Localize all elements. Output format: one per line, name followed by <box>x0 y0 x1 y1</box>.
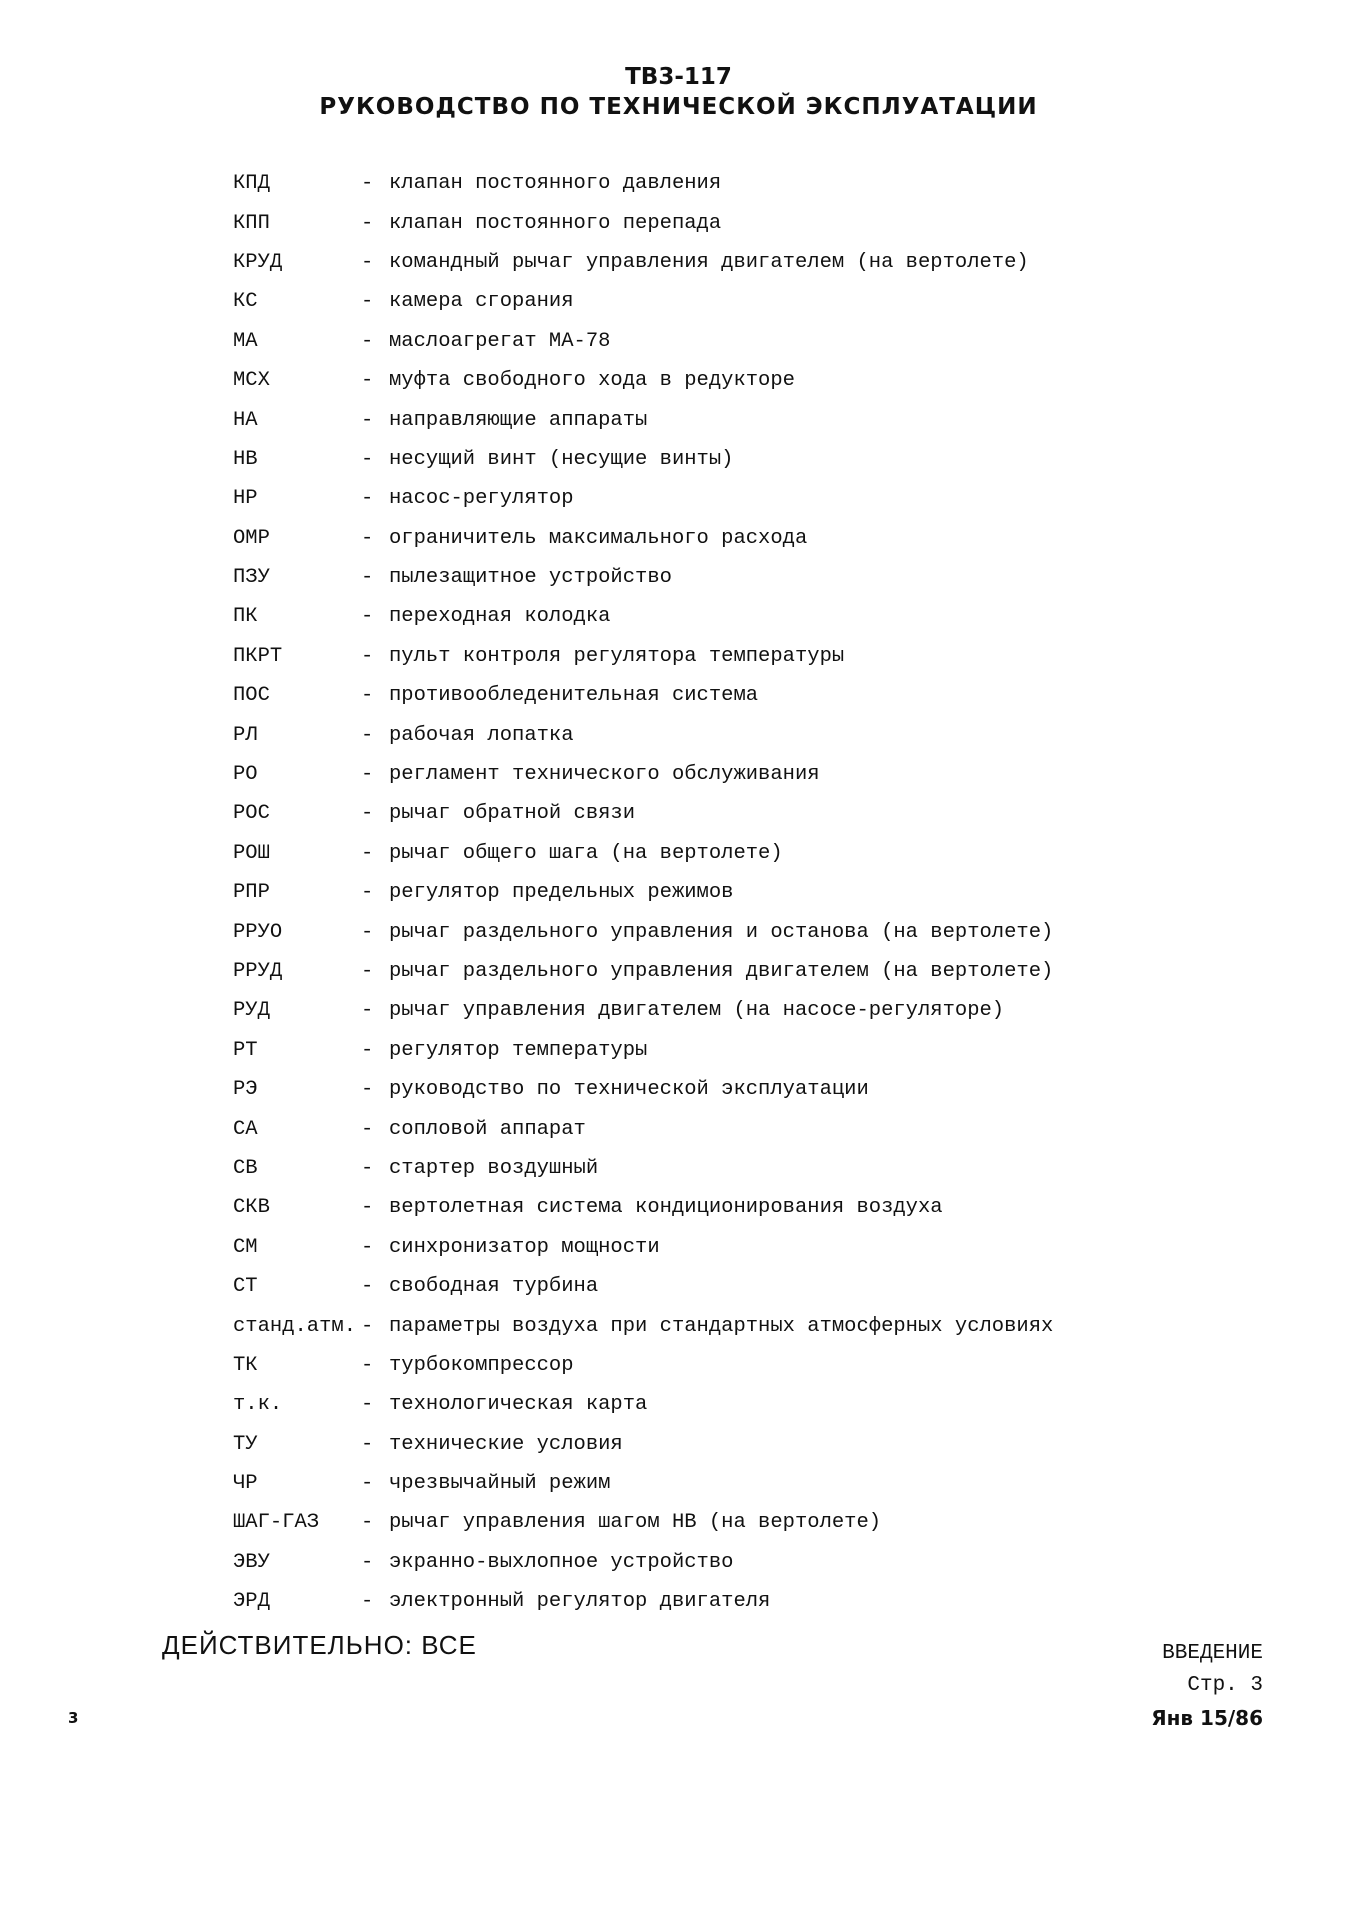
section-name: ВВЕДЕНИЕ <box>1162 1642 1263 1665</box>
dash-separator: - <box>361 172 374 196</box>
dash-separator: - <box>361 1511 374 1535</box>
dash-separator: - <box>361 763 374 787</box>
document-header <box>0 62 1357 122</box>
dash-separator: - <box>361 1472 374 1496</box>
dash-separator: - <box>361 290 374 314</box>
abbreviation-row <box>233 715 1113 754</box>
page-footer <box>1151 1638 1263 1734</box>
abbreviation-definition: маслоагрегат МА-78 <box>389 329 611 353</box>
abbreviation-definition: рычаг раздельного управления двигателем (на вертолете) <box>389 960 1054 983</box>
abbreviation-term: РТ <box>233 1038 258 1062</box>
abbreviation-definition: пульт контроля регулятора температуры <box>389 644 845 668</box>
engine-model: ТВ3-117 <box>625 64 732 90</box>
abbreviation-term: КПП <box>233 211 270 235</box>
abbreviation-term: СМ <box>233 1235 258 1259</box>
abbreviation-term: МА <box>233 329 258 353</box>
abbreviation-term: РОС <box>233 802 270 826</box>
dash-separator: - <box>361 1117 374 1141</box>
abbreviation-definition: экранно-выхлопное устройство <box>389 1550 734 1574</box>
abbreviation-row <box>233 1306 1113 1345</box>
dash-separator: - <box>361 1432 374 1456</box>
abbreviation-definition: вертолетная система кондиционирования воздуха <box>389 1196 943 1220</box>
dash-separator: - <box>361 999 374 1023</box>
dash-separator: - <box>361 1314 374 1338</box>
corner-page-number: 3 <box>68 1709 79 1727</box>
abbreviation-list <box>233 164 1113 1621</box>
abbreviation-term: КПД <box>233 172 270 196</box>
abbreviation-definition: параметры воздуха при стандартных атмосферных условиях <box>389 1314 1054 1338</box>
abbreviation-row <box>233 755 1113 794</box>
abbreviation-row <box>233 243 1113 282</box>
abbreviation-row <box>233 991 1113 1030</box>
abbreviation-row <box>233 794 1113 833</box>
abbreviation-definition: муфта свободного хода в редукторе <box>389 369 795 393</box>
abbreviation-row <box>233 1503 1113 1542</box>
abbreviation-definition: пылезащитное устройство <box>389 566 672 590</box>
abbreviation-term: СА <box>233 1117 258 1141</box>
abbreviation-definition: рычаг раздельного управления и останова (на вертолете) <box>389 920 1054 944</box>
dash-separator: - <box>361 1196 374 1220</box>
abbreviation-definition: рычаг общего шага (на вертолете) <box>389 841 783 865</box>
abbreviation-row <box>233 558 1113 597</box>
abbreviation-row <box>233 1267 1113 1306</box>
dash-separator: - <box>361 605 374 629</box>
abbreviation-term: КРУД <box>233 250 283 274</box>
abbreviation-row <box>233 400 1113 439</box>
dash-separator: - <box>361 1550 374 1574</box>
abbreviation-row <box>233 203 1113 242</box>
abbreviation-term: КС <box>233 290 258 314</box>
abbreviation-row <box>233 637 1113 676</box>
abbreviation-row <box>233 1543 1113 1582</box>
abbreviation-term: ЭРД <box>233 1590 270 1614</box>
abbreviation-definition: чрезвычайный режим <box>389 1472 611 1496</box>
dash-separator: - <box>361 1353 374 1377</box>
abbreviation-term: РОШ <box>233 841 270 865</box>
abbreviation-term: РЭ <box>233 1078 258 1102</box>
abbreviation-row <box>233 1346 1113 1385</box>
abbreviation-term: ПК <box>233 605 258 629</box>
abbreviation-row <box>233 1031 1113 1070</box>
abbreviation-row <box>233 873 1113 912</box>
abbreviation-definition: регулятор предельных режимов <box>389 881 734 905</box>
abbreviation-definition: камера сгорания <box>389 290 574 314</box>
abbreviation-definition: рычаг управления двигателем (на насосе-регуляторе) <box>389 999 1005 1023</box>
abbreviation-definition: рабочая лопатка <box>389 723 574 747</box>
dash-separator: - <box>361 526 374 550</box>
dash-separator: - <box>361 250 374 274</box>
abbreviation-row <box>233 1582 1113 1621</box>
revision-date: Янв 15/86 <box>1151 1706 1263 1730</box>
dash-separator: - <box>361 802 374 826</box>
abbreviation-definition: турбокомпрессор <box>389 1353 574 1377</box>
abbreviation-definition: переходная колодка <box>389 605 611 629</box>
abbreviation-row <box>233 282 1113 321</box>
abbreviation-definition: синхронизатор мощности <box>389 1235 660 1259</box>
abbreviation-term: РРУО <box>233 920 283 944</box>
abbreviation-definition: командный рычаг управления двигателем (на вертолете) <box>389 250 1029 274</box>
abbreviation-row <box>233 1228 1113 1267</box>
abbreviation-definition: руководство по технической эксплуатации <box>389 1078 869 1102</box>
dash-separator: - <box>361 1235 374 1259</box>
dash-separator: - <box>361 1590 374 1614</box>
dash-separator: - <box>361 1156 374 1180</box>
abbreviation-row <box>233 1464 1113 1503</box>
manual-title: РУКОВОДСТВО ПО ТЕХНИЧЕСКОЙ ЭКСПЛУАТАЦИИ <box>319 94 1038 120</box>
abbreviation-term: РО <box>233 763 258 787</box>
abbreviation-row <box>233 1385 1113 1424</box>
dash-separator: - <box>361 1393 374 1417</box>
abbreviation-term: ПКРТ <box>233 644 283 668</box>
abbreviation-definition: рычаг обратной связи <box>389 802 636 826</box>
abbreviation-definition: ограничитель максимального расхода <box>389 526 808 550</box>
abbreviation-row <box>233 952 1113 991</box>
abbreviation-row <box>233 1070 1113 1109</box>
abbreviation-definition: технологическая карта <box>389 1393 648 1417</box>
dash-separator: - <box>361 644 374 668</box>
abbreviation-row <box>233 1149 1113 1188</box>
abbreviation-row <box>233 361 1113 400</box>
abbreviation-definition: стартер воздушный <box>389 1156 599 1180</box>
abbreviation-term: СКВ <box>233 1196 270 1220</box>
abbreviation-row <box>233 597 1113 636</box>
abbreviation-definition: насос-регулятор <box>389 487 574 511</box>
abbreviation-term: ТК <box>233 1353 258 1377</box>
abbreviation-term: СВ <box>233 1156 258 1180</box>
abbreviation-row <box>233 834 1113 873</box>
abbreviation-definition: несущий винт (несущие винты) <box>389 447 734 471</box>
abbreviation-row <box>233 1425 1113 1464</box>
abbreviation-row <box>233 440 1113 479</box>
abbreviation-row <box>233 1109 1113 1148</box>
dash-separator: - <box>361 723 374 747</box>
abbreviation-term: РУД <box>233 999 270 1023</box>
abbreviation-definition: клапан постоянного давления <box>389 172 722 196</box>
abbreviation-definition: клапан постоянного перепада <box>389 211 722 235</box>
dash-separator: - <box>361 408 374 432</box>
page-number: Стр. 3 <box>1187 1674 1263 1697</box>
dash-separator: - <box>361 369 374 393</box>
abbreviation-definition: свободная турбина <box>389 1275 599 1299</box>
abbreviation-definition: рычаг управления шагом НВ (на вертолете) <box>389 1511 882 1535</box>
abbreviation-row <box>233 912 1113 951</box>
abbreviation-term: ПЗУ <box>233 566 270 590</box>
abbreviation-row <box>233 322 1113 361</box>
dash-separator: - <box>361 881 374 905</box>
abbreviation-term: НА <box>233 408 258 432</box>
dash-separator: - <box>361 211 374 235</box>
abbreviation-term: ШАГ-ГАЗ <box>233 1511 320 1535</box>
abbreviation-term: ЧР <box>233 1472 258 1496</box>
dash-separator: - <box>361 920 374 944</box>
dash-separator: - <box>361 1078 374 1102</box>
abbreviation-term: РПР <box>233 881 270 905</box>
abbreviation-term: ПОС <box>233 684 270 708</box>
abbreviation-row <box>233 676 1113 715</box>
abbreviation-definition: электронный регулятор двигателя <box>389 1590 771 1614</box>
abbreviation-definition: сопловой аппарат <box>389 1117 586 1141</box>
dash-separator: - <box>361 329 374 353</box>
abbreviation-row <box>233 519 1113 558</box>
abbreviation-term: ЭВУ <box>233 1550 270 1574</box>
abbreviation-term: РРУД <box>233 960 283 983</box>
abbreviation-term: МСХ <box>233 369 270 393</box>
dash-separator: - <box>361 1038 374 1062</box>
abbreviation-term: станд.атм. <box>233 1314 357 1338</box>
abbreviation-term: ОМР <box>233 526 270 550</box>
dash-separator: - <box>361 841 374 865</box>
abbreviation-definition: противообледенительная система <box>389 684 759 708</box>
abbreviation-row <box>233 1188 1113 1227</box>
abbreviation-definition: регламент технического обслуживания <box>389 763 820 787</box>
abbreviation-definition: регулятор температуры <box>389 1038 648 1062</box>
validity-note: ДЕЙСТВИТЕЛЬНО: ВСЕ <box>162 1630 477 1660</box>
abbreviation-term: РЛ <box>233 723 258 747</box>
abbreviation-term: НР <box>233 487 258 511</box>
dash-separator: - <box>361 1275 374 1299</box>
dash-separator: - <box>361 566 374 590</box>
abbreviation-term: т.к. <box>233 1393 283 1417</box>
abbreviation-term: НВ <box>233 447 258 471</box>
dash-separator: - <box>361 960 374 983</box>
abbreviation-row <box>233 479 1113 518</box>
abbreviation-term: ТУ <box>233 1432 258 1456</box>
abbreviation-definition: направляющие аппараты <box>389 408 648 432</box>
abbreviation-row <box>233 164 1113 203</box>
dash-separator: - <box>361 487 374 511</box>
abbreviation-definition: технические условия <box>389 1432 623 1456</box>
dash-separator: - <box>361 684 374 708</box>
dash-separator: - <box>361 447 374 471</box>
abbreviation-term: СТ <box>233 1275 258 1299</box>
